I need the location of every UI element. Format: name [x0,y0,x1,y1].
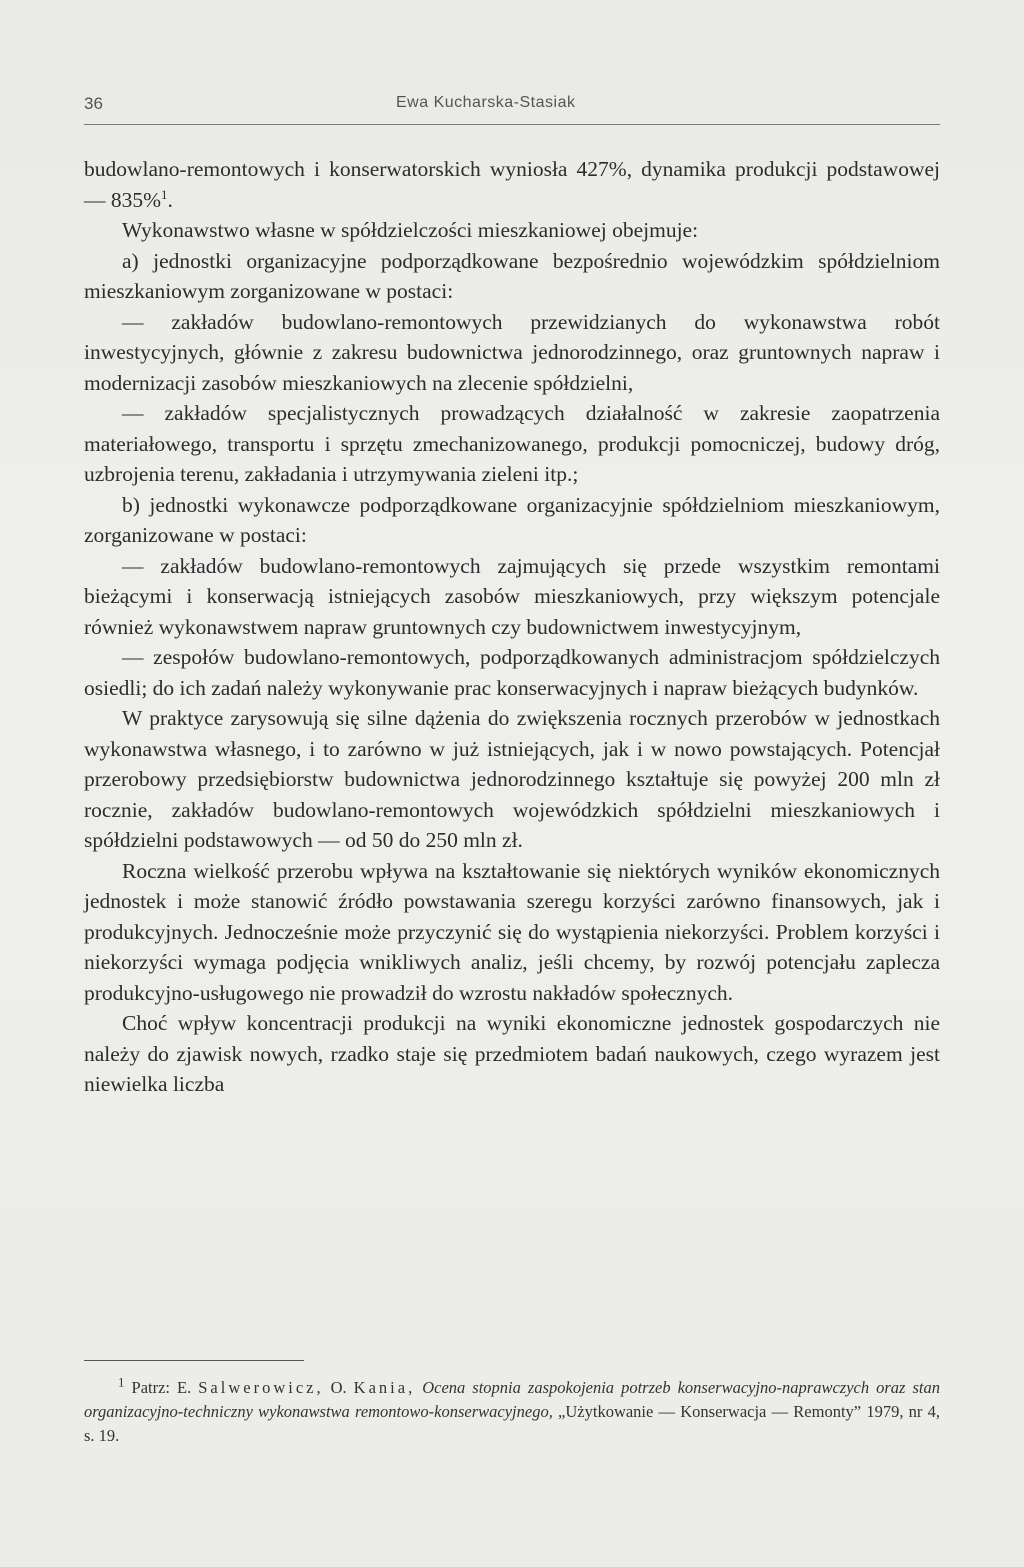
page-number: 36 [84,94,103,113]
paragraph: W praktyce zarysowują się silne dążenia do zwiększenia rocznych przerobów w jednostkach wykonawstwa własnego, i to zarówno w już istniejących, jak i w nowo powstających. Potencjał przerobowy przedsiębiorstw budownictwa jednorodzinnego kształtuje się powyżej 200 mln zł rocznie, zakładów budowlano-remontowych wojewódzkich spółdzielni mieszkaniowych i spółdzielni podstawowych — od 50 do 250 mln zł. [84,706,940,852]
paragraph: Choć wpływ koncentracji produkcji na wyniki ekonomiczne jednostek gospodarczych nie należy do zjawisk nowych, rzadko staje się przedmiotem badań naukowych, czego wyrazem jest niewielka liczba [84,1011,940,1096]
footnote-author: Kania, [353,1378,416,1397]
running-header [84,94,940,125]
footnote-author: Salwerowicz, [198,1378,324,1397]
paragraph: b) jednostki wykonawcze podporządkowane organizacyjnie spółdzielniom mieszkaniowym, zorganizowane w postaci: [84,492,940,547]
footnote-title: Ocena stopnia zaspokojenia potrzeb konserwacyjno-naprawczych oraz stan organizacyjno-techniczny wykonawstwa remontowo-konserwacyjnego, [84,1378,941,1421]
paragraph: budowlano-remontowych i konserwatorskich wyniosła 427%, dynamika produkcji podstawowej — 835%$^1$. [84,157,940,212]
footnote-source: „Użytkowanie — Konserwacja — Remonty” 1979, nr 4, s. 19. [84,1402,940,1445]
list-item: — zakładów budowlano-remontowych przewidzianych do wykonawstwa robót inwestycyjnych, głównie z zakresu budownictwa jednorodzinnego, oraz gruntownych napraw i modernizacji zasobów mieszkaniowych na zlecenie spółdzielni, [84,309,940,395]
footnote: $^1$ Patrz: E. Salwerowicz, O. Kania, Ocena stopnia zaspokojenia potrzeb konserwacyjno-naprawczych oraz stan organizacyjno-techniczny wykonawstwa remontowo-konserwacyjnego, „Użytkowanie — Konserwacja — Remonty” 1979, nr 4, s. 19. [84,1374,941,1445]
footnote-marker: 1 [118,1374,125,1390]
list-item: — zakładów specjalistycznych prowadzących działalność w zakresie zaopatrzenia materiałowego, transportu i sprzętu zmechanizowanego, produkcji pomocniczej, budowy dróg, uzbrojenia terenu, zakładania i utrzymywania zieleni itp.; [84,401,940,486]
footnote-divider [84,1360,304,1361]
list-item: — zakładów budowlano-remontowych zajmujących się przede wszystkim remontami bieżącymi i konserwacją istniejących zasobów mieszkaniowych, przy większym potencjale również wykonawstwem napraw gruntownych czy budownictwem inwestycyjnym, [84,553,940,639]
paragraph: Roczna wielkość przerobu wpływa na kształtowanie się niektórych wyników ekonomicznych jednostek i może stanowić źródło powstawania szeregu korzyści zarówno finansowych, jak i produkcyjnych. Jednocześnie może przyczynić się do wystąpienia niekorzyści. Problem korzyści i niekorzyści wymaga podjęcia wnikliwych analiz, jeśli chcemy, by rozwój potencjału zaplecza produkcyjno-usługowego nie prowadził do wzrostu nakładów społecznych. [84,858,940,1005]
paragraph: Wykonawstwo własne w spółdzielczości mieszkaniowej obejmuje: [122,218,699,242]
main-text [84,154,940,1100]
footnotes [84,1376,940,1448]
list-item: — zespołów budowlano-remontowych, podporządkowanych administracjom spółdzielczych osiedli; do ich zadań należy wykonywanie prac konserwacyjnych i napraw bieżących budynków. [84,645,940,700]
running-author: Ewa Kucharska-Stasiak [396,94,576,111]
footnote-reference: 1 [161,186,168,202]
paragraph: a) jednostki organizacyjne podporządkowane bezpośrednio wojewódzkim spółdzielniom mieszkaniowym zorganizowane w postaci: [84,248,940,303]
